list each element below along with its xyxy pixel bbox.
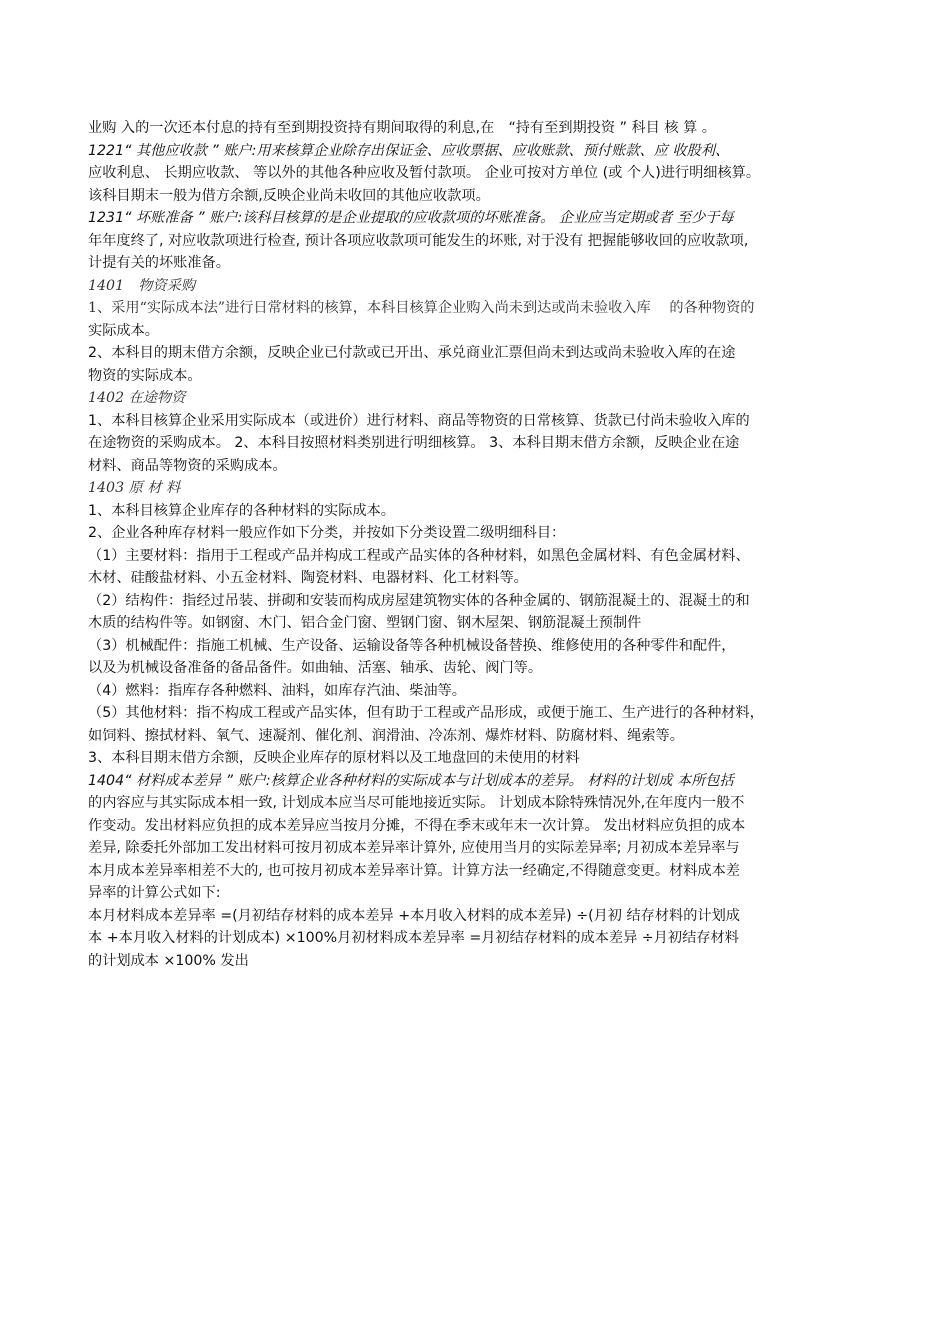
text-line: 1、本科目核算企业采用实际成本（或进价）进行材料、商品等物资的日常核算、货款已付尚未验收入库的	[88, 412, 750, 429]
text-line: 木材、硅酸盐材料、小五金材料、陶瓷材料、电器材料、化工材料等。	[88, 570, 528, 586]
formula-line: 本月材料成本差异率 =(月初结存材料的成本差异 +本月收入材料的成本差异) ÷(月初 结存材料的计划成	[88, 907, 740, 924]
text-line: 异率的计算公式如下:	[88, 885, 221, 901]
text-line: 该科目期末一般为借方余额,反映企业尚未收回的其他应收款项。	[88, 187, 490, 204]
text-line: 应收利息、 长期应收款、 等以外的其他各种应收及暂付款项。 企业可按对方单位 (或 个人)进行明细核算。	[88, 165, 761, 181]
text-line: （3）机械配件：指施工机械、生产设备、运输设备等各种机械设备替换、维修使用的各种零件和配件，	[88, 637, 736, 654]
text-line: 的内容应与其实际成本相一致, 计划成本应当尽可能地接近实际。 计划成本除特殊情况外,在年度内一般不	[88, 795, 745, 811]
heading-1404: 1404“ 材料成本差异 ” 账户:核算企业各种材料的实际成本与计划成本的差异。 材料的计划成 本所包括	[88, 772, 734, 789]
text-line: 实际成本。	[88, 322, 159, 339]
text-line: 1、本科目核算企业库存的各种材料的实际成本。	[88, 502, 395, 519]
heading-1403: 1403 原 材 料	[88, 480, 181, 496]
text-line: 物资的实际成本。	[88, 367, 202, 384]
heading-1231: 1231“ 坏账准备 ” 账户:该科目核算的是企业提取的应收款项的坏账准备。 企业应当定期或者 至少于每	[88, 210, 734, 226]
text-line: 作变动。发出材料应负担的成本差异应当按月分摊，不得在季末或年末一次计算。 发出材料应负担的成本	[88, 817, 746, 834]
heading-1221: 1221“ 其他应收款 ” 账户:用来核算企业除存出保证金、应收票据、应收账款、预付账款、应 收股利、	[88, 142, 730, 159]
text-line: 本月成本差异率相差不大的, 也可按月初成本差异率计算。计算方法一经确定,不得随意变更。材料成本差	[88, 862, 740, 879]
text-line: （1）主要材料：指用于工程或产品并构成工程或产品实体的各种材料，如黑色金属材料、有色金属材料、	[88, 547, 750, 564]
heading-1401: 1401 物资采购	[88, 277, 196, 294]
text-line: 计提有关的坏账准备。	[88, 255, 230, 271]
text-line: 差异, 除委托外部加工发出材料可按月初成本差异率计算外, 应使用当月的实际差异率; 月初成本差异率与	[88, 840, 740, 856]
text-line: 木质的结构件等。如钢窗、木门、铝合金门窗、塑钢门窗、钢木屋架、钢筋混凝土预制件	[88, 615, 642, 631]
text-line: 以及为机械设备准备的备品备件。如曲轴、活塞、轴承、齿轮、阀门等。	[88, 660, 543, 676]
text-line: 如饲料、擦拭材料、氧气、速凝剂、催化剂、润滑油、冷冻剂、爆炸材料、防腐材料、绳索等。	[88, 727, 684, 744]
text-line: 2、本科目的期末借方余额，反映企业已付款或已开出、承兑商业汇票但尚未到达或尚未验收入库的在途	[88, 345, 736, 361]
text-line: 年年度终了, 对应收款项进行检查, 预计各项应收款项可能发生的坏账, 对于没有 把握能够收回的应收款项,	[88, 232, 749, 249]
text-line: （4）燃料：指库存各种燃料、油料，如库存汽油、柴油等。	[88, 682, 466, 699]
text-line: （5）其他材料：指不构成工程或产品实体，但有助于工程或产品形成，或便于施工、生产进行的各种材料，	[88, 705, 764, 721]
text-line: 材料、商品等物资的采购成本。	[88, 457, 287, 474]
formula-line: 本 +本月收入材料的计划成本) ×100%月初材料成本差异率 =月初结存材料的成本差异 ÷月初结存材料	[88, 930, 739, 946]
text-line: 在途物资的采购成本。 2、本科目按照材料类别进行明细核算。 3、本科目期末借方余额，反映企业在途	[88, 435, 740, 451]
text-line: 业购 入的一次还本付息的持有至到期投资持有期间取得的利息,在 “持有至到期投资 ” 科目 核 算 。	[88, 120, 716, 136]
document-body	[88, 117, 888, 972]
text-line: 3、本科目期末借方余额，反映企业库存的原材料以及工地盘回的未使用的材料	[88, 750, 580, 766]
formula-line: 的计划成本 ×100% 发出	[88, 952, 249, 969]
text-line: 2、企业各种库存材料一般应作如下分类，并按如下分类设置二级明细科目：	[88, 525, 566, 541]
text-line: 1、采用“实际成本法”进行日常材料的核算，本科目核算企业购入尚未到达或尚未验收入库 的各种物资的	[88, 300, 755, 316]
heading-1402: 1402 在途物资	[88, 390, 186, 406]
text-line: （2）结构件：指经过吊装、拼砌和安装而构成房屋建筑物实体的各种金属的、钢筋混凝土的、混凝土的和	[88, 592, 750, 609]
